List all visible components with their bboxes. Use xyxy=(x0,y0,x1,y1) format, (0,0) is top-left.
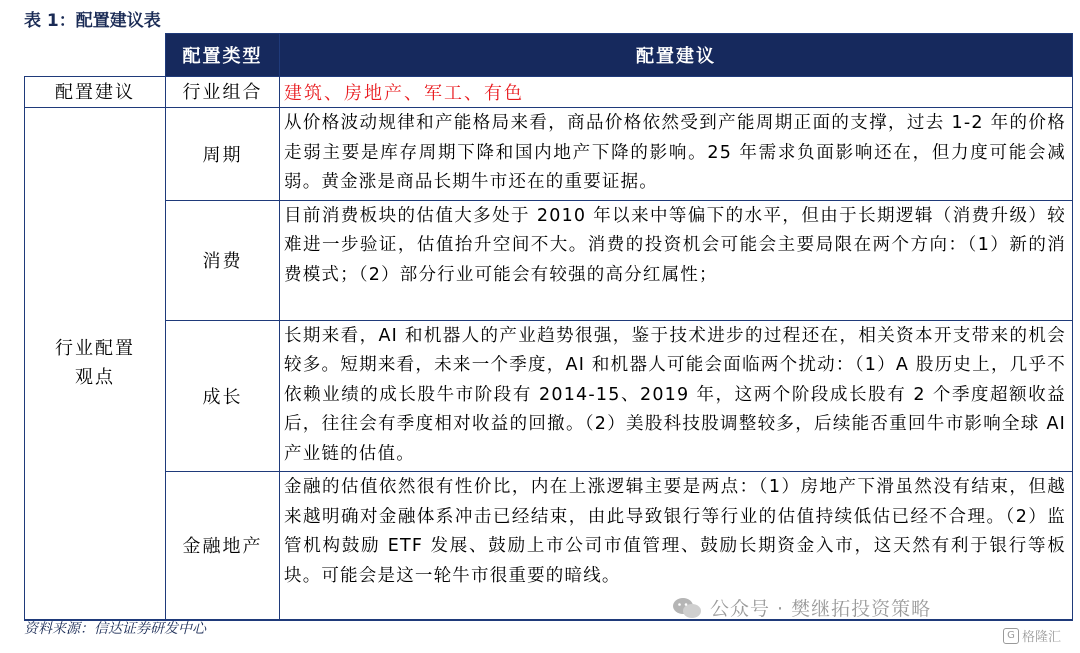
summary-label: 配置建议 xyxy=(25,77,166,108)
watermark xyxy=(672,594,931,621)
header-type: 配置类型 xyxy=(166,34,280,77)
summary-row xyxy=(25,77,1073,108)
sector-row xyxy=(25,320,1073,472)
sector-text: 金融的估值依然很有性价比，内在上涨逻辑主要是两点：（1）房地产下滑虽然没有结束，但越来越明确对金融体系冲击已经结束，由此导致银行等行业的估值持续低估已经不合理。（2）监管机构鼓励 ETF 发展、鼓励上市公司市值管理、鼓励长期资金入市，这天然有利于银行等板块。可能会是这一轮牛市很重要的暗线。 xyxy=(280,472,1073,620)
group-label-text: 行业配置观点 xyxy=(55,338,135,389)
sector-text: 长期来看，AI 和机器人的产业趋势很强，鉴于技术进步的过程还在，相关资本开支带来的机会较多。短期来看，未来一个季度，AI 和机器人可能会面临两个扰动：（1）A 股历史上，几乎不依赖业绩的成长股牛市阶段有 2014-15、2019 年，这两个阶段成长股有 2 个季度超额收益后，往往会有季度相对收益的回撤。（2）美股科技股调整较多，后续能否重回牛市影响全球 AI 产业链的估值。 xyxy=(280,320,1073,472)
sector-name: 消费 xyxy=(166,200,280,320)
sector-text: 目前消费板块的估值大多处于 2010 年以来中等偏下的水平，但由于长期逻辑（消费升级）较难进一步验证，估值抬升空间不大。消费的投资机会可能会主要局限在两个方向：（1）新的消费模式；（2）部分行业可能会有较强的高分红属性； xyxy=(280,200,1073,320)
watermark-text: 公众号 · 樊继拓投资策略 xyxy=(710,598,932,620)
header-advice: 配置建议 xyxy=(280,34,1073,77)
group-label xyxy=(25,108,166,620)
source-note: 资料来源：信达证券研发中心 xyxy=(24,621,206,637)
sector-name: 金融地产 xyxy=(166,472,280,620)
sector-name: 周期 xyxy=(166,108,280,201)
brand-text: 格隆汇 xyxy=(1022,630,1062,645)
header-blank-cell xyxy=(25,34,166,77)
sector-row xyxy=(25,200,1073,320)
brand-mark xyxy=(1003,626,1061,645)
recommended-industries: 建筑、房地产、军工、有色 xyxy=(280,77,1073,108)
summary-type: 行业组合 xyxy=(166,77,280,108)
allocation-table xyxy=(24,33,1073,621)
table-header-row xyxy=(25,34,1073,77)
sector-name: 成长 xyxy=(166,320,280,472)
wechat-icon xyxy=(672,597,702,619)
brand-icon: G xyxy=(1003,628,1019,644)
table-caption: 表 1：配置建议表 xyxy=(24,11,161,31)
sector-text: 从价格波动规律和产能格局来看，商品价格依然受到产能周期正面的支撑，过去 1-2 年的价格走弱主要是库存周期下降和国内地产下降的影响。25 年需求负面影响还在，但力度可能会减弱。黄金涨是商品长期牛市还在的重要证据。 xyxy=(280,108,1073,201)
sector-row xyxy=(25,108,1073,201)
